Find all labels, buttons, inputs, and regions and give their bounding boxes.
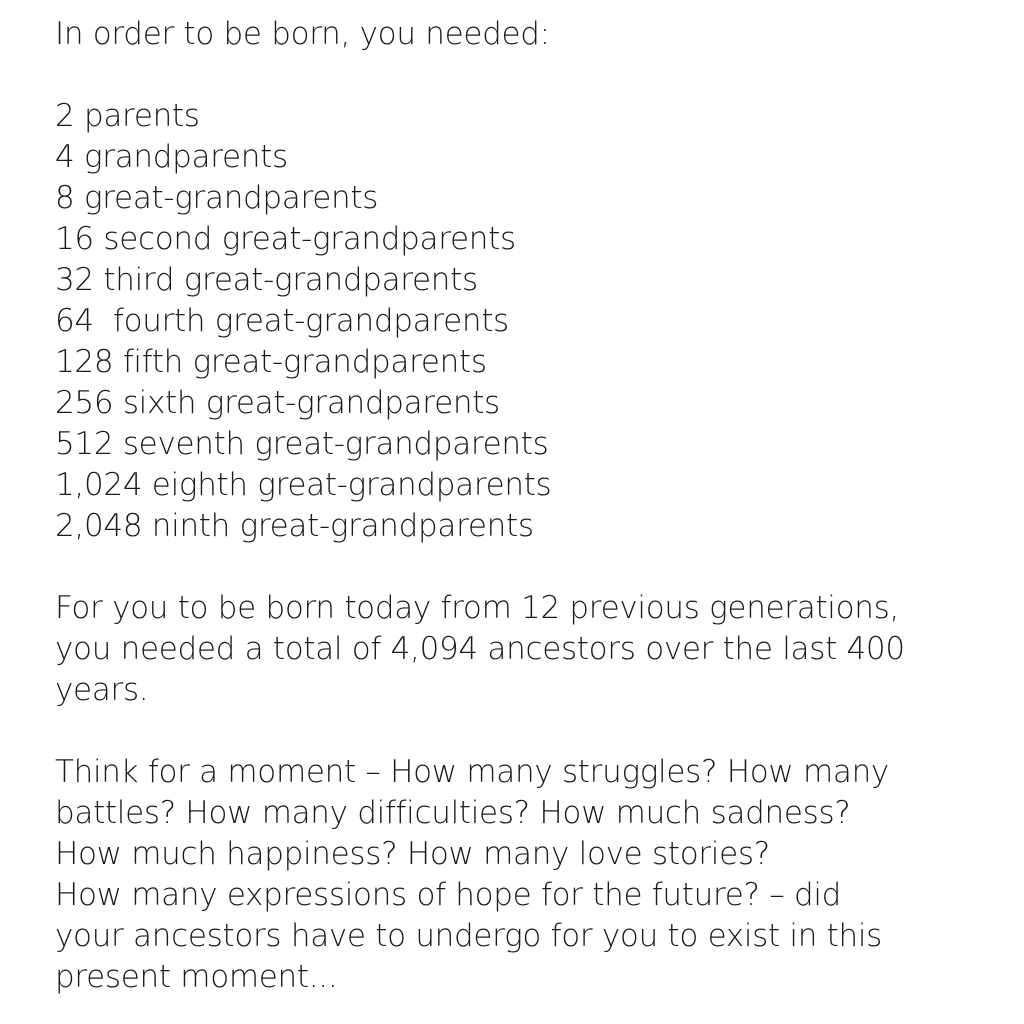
ancestor-list [55, 96, 995, 547]
list-item: 1,024 eighth great-grandparents [55, 467, 552, 503]
reflection-paragraph [55, 752, 995, 998]
paragraph-line: For you to be born today from 12 previous generations, [55, 590, 900, 626]
list-item: 4 grandparents [55, 139, 288, 175]
paragraph-line: your ancestors have to undergo for you to exist in this [55, 918, 882, 954]
list-item: 8 great-grandparents [55, 180, 379, 216]
paragraph-line: How much happiness? How many love stories? [55, 836, 770, 872]
paragraph-line: battles? How many difficulties? How much sadness? [55, 795, 851, 831]
paragraph-line: years. [55, 672, 149, 708]
list-item: 2 parents [55, 98, 200, 134]
list-item: 2,048 ninth great-grandparents [55, 508, 534, 544]
spacer [55, 547, 995, 588]
list-item: 512 seventh great-grandparents [55, 426, 549, 462]
paragraph-line: How many expressions of hope for the future? – did [55, 877, 842, 913]
summary-paragraph [55, 588, 995, 711]
document-body [55, 14, 995, 998]
list-item: 128 fifth great-grandparents [55, 344, 487, 380]
paragraph-line: Think for a moment – How many struggles? How many [55, 754, 889, 790]
paragraph-line: you needed a total of 4,094 ancestors over the last 400 [55, 631, 905, 667]
intro-heading: In order to be born, you needed: [55, 16, 550, 52]
paragraph-line: present moment... [55, 959, 338, 995]
spacer [55, 711, 995, 752]
list-item: 256 sixth great-grandparents [55, 385, 500, 421]
list-item: 16 second great-grandparents [55, 221, 516, 257]
spacer [55, 55, 995, 96]
list-item: 64 fourth great-grandparents [55, 303, 509, 339]
list-item: 32 third great-grandparents [55, 262, 478, 298]
